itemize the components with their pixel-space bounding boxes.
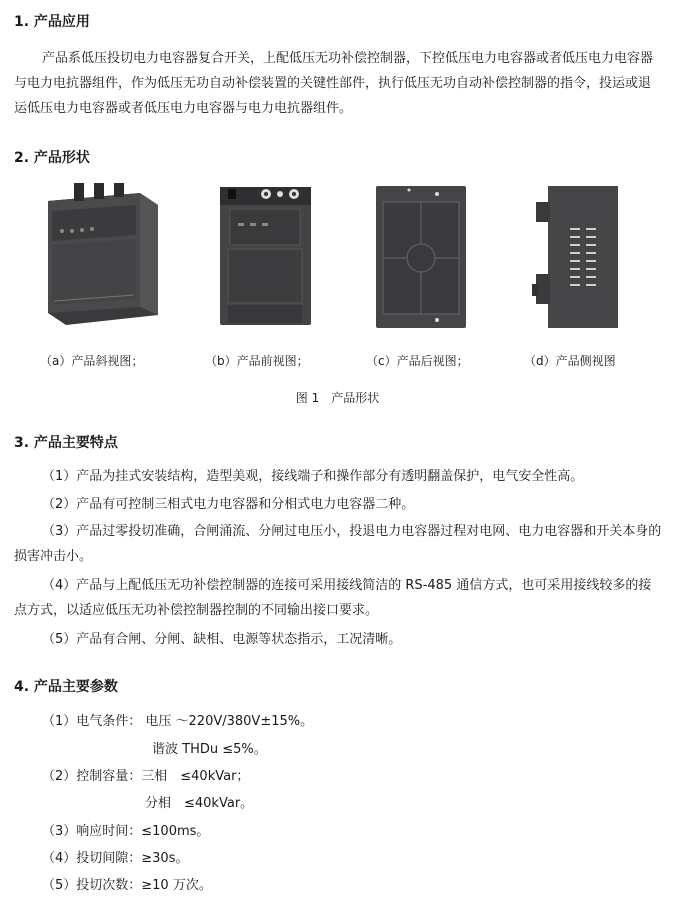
param-response-time: （3）响应时间：≤100ms。	[42, 824, 210, 839]
section-2-title: 2. 产品形状	[14, 150, 90, 166]
param-switching-interval: （4）投切间隙：≥30s。	[42, 851, 189, 866]
section-4-title: 4. 产品主要参数	[14, 679, 118, 695]
param-switching-count: （5）投切次数：≥10 万次。	[42, 878, 212, 893]
param-voltage: （1）电气条件： 电压 ～220V/380V±15%。	[42, 714, 314, 729]
caption-front-view: （b）产品前视图；	[205, 354, 309, 368]
feature-item	[14, 573, 662, 623]
caption-oblique-view: （a）产品斜视图；	[40, 354, 144, 368]
figure-title: 图 1 产品形状	[295, 391, 380, 405]
product-side-view-image	[530, 184, 622, 330]
feature-text: （2）产品有可控制三相式电力电容器和分相式电力电容器二种。	[42, 497, 415, 512]
feature-text: （1）产品为挂式安装结构，造型美观，接线端子和操作部分有透明翻盖保护，电气安全性高。	[42, 469, 584, 484]
product-front-view-image	[218, 183, 313, 329]
feature-text: （5）产品有合闸、分闸、缺相、电源等状态指示，工况清晰。	[42, 632, 402, 647]
feature-item	[14, 519, 662, 569]
product-back-view-image	[375, 184, 467, 330]
section-1-body	[14, 46, 662, 121]
section-3-title: 3. 产品主要特点	[14, 435, 118, 451]
feature-text: （4）产品与上配低压无功补偿控制器的连接可采用接线简洁的 RS-485 通信方式，也可采用接线较多的接点方式，以适应低压无功补偿控制器控制的不同输出接口要求。	[14, 578, 652, 618]
caption-back-view: （c）产品后视图；	[366, 354, 469, 368]
product-oblique-view-image	[40, 183, 162, 329]
feature-item	[14, 627, 662, 652]
feature-item	[14, 492, 662, 517]
param-capacity-three-phase: （2）控制容量：三相 ≤40kVar；	[42, 769, 250, 784]
param-capacity-split-phase: 分相 ≤40kVar。	[145, 796, 254, 811]
feature-text: （3）产品过零投切准确，合闸涌流、分闸过电压小，投退电力电容器过程对电网、电力电容器和开关本身的损害冲击小。	[14, 524, 662, 564]
feature-item	[14, 464, 662, 489]
section-1-title: 1. 产品应用	[14, 14, 90, 30]
section-1-text: 产品系低压投切电力电容器复合开关，上配低压无功补偿控制器，下控低压电力电容器或者低压电力电容器与电力电抗器组件，作为低压无功自动补偿装置的关键性部件，执行低压无功自动补偿控制器的指令，投运或退运低压电力电容器或者低压电力电容器与电力电抗器组件。	[14, 51, 654, 116]
caption-side-view: （d）产品侧视图	[524, 354, 616, 368]
param-harmonic: 谐波 THDu ≤5%。	[152, 742, 267, 757]
